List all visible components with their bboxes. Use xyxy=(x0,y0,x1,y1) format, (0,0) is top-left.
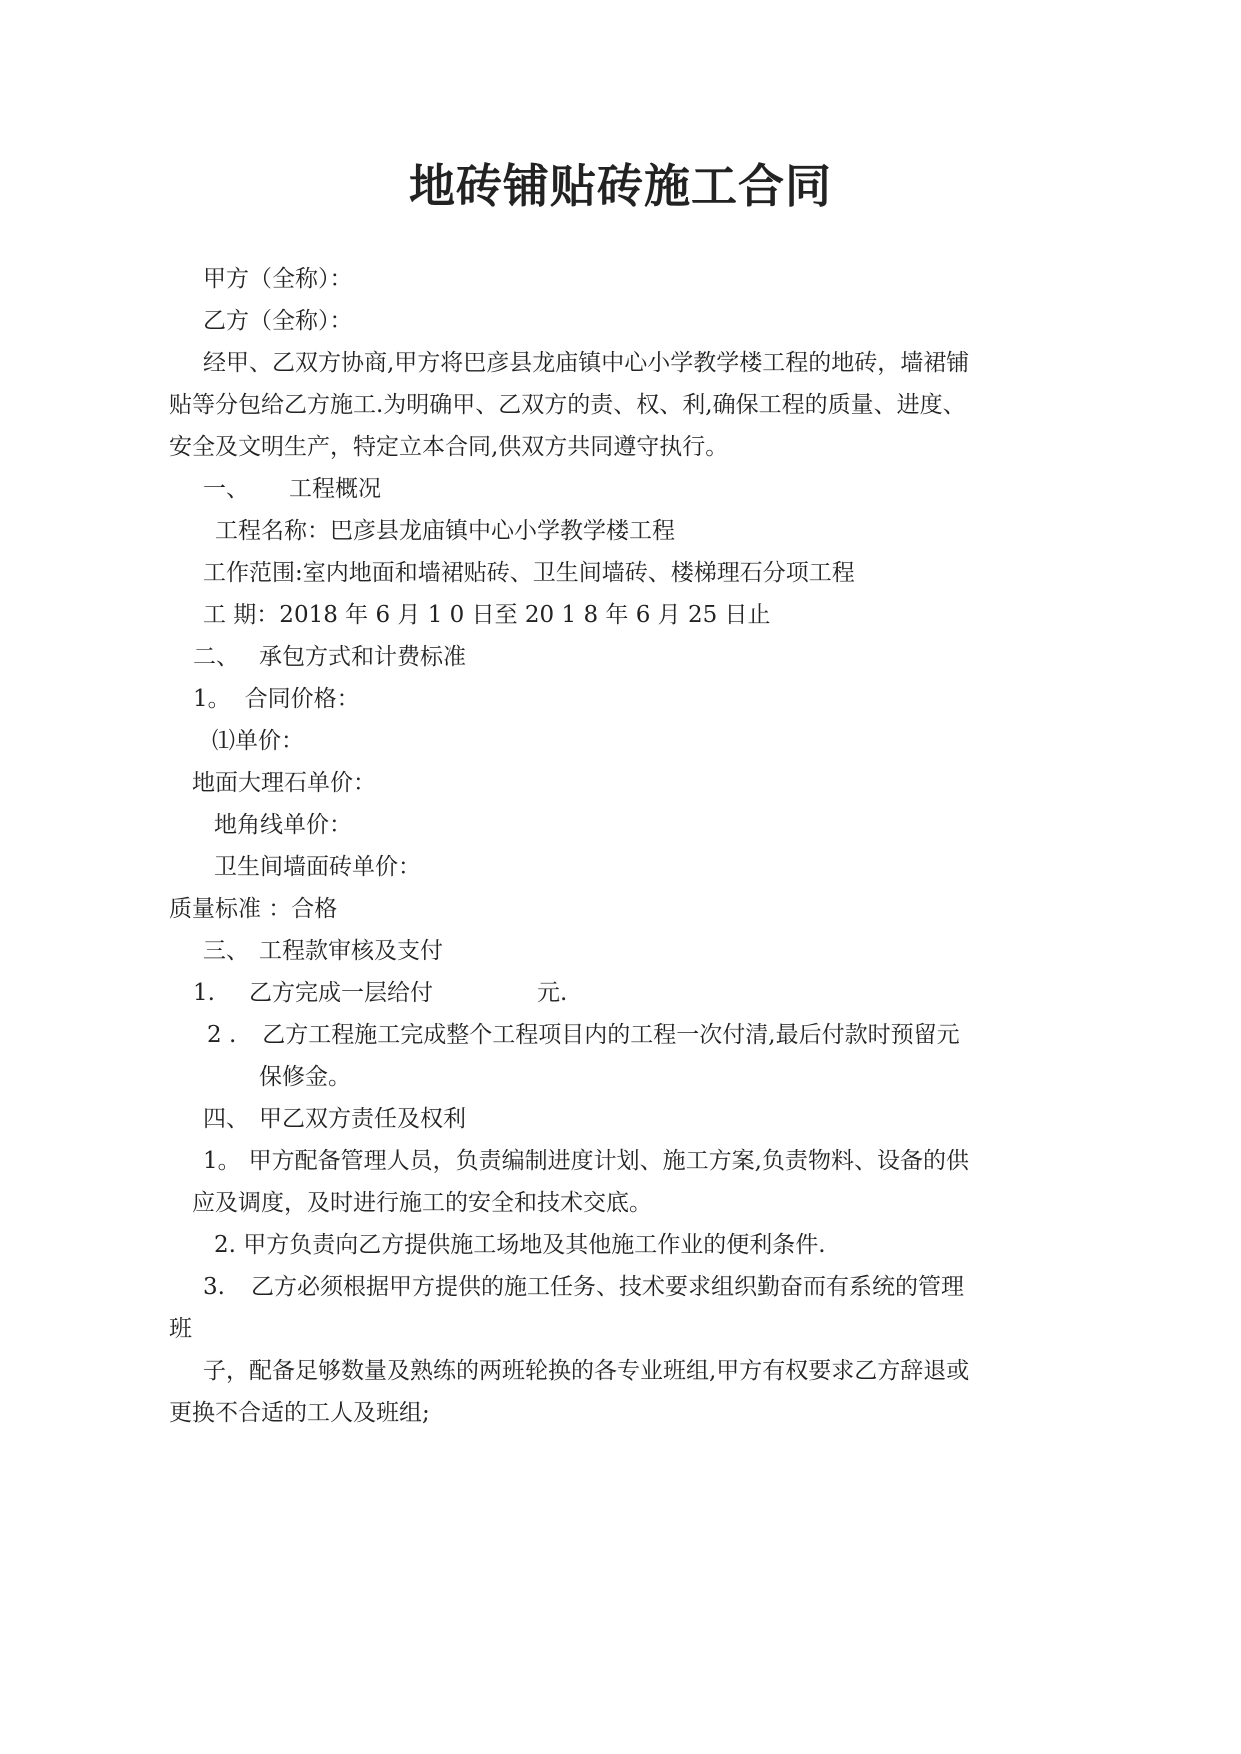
marble-price: 地面大理石单价： xyxy=(192,770,376,796)
section-2-number: 二、 xyxy=(193,644,239,670)
contract-price-number: 1。 xyxy=(193,686,231,712)
intro-line-3: 安全及文明生产，特定立本合同,供双方共同遵守执行。 xyxy=(169,434,729,460)
duty-item-3-continued-1: 班 xyxy=(169,1316,192,1342)
construction-period: 工 期：2018 年 6 月 1 0 日至 20 1 8 年 6 月 25 日止 xyxy=(203,602,771,628)
bathroom-tile-price: 卫生间墙面砖单价： xyxy=(214,854,421,880)
party-b-line: 乙方（全称）： xyxy=(203,308,353,334)
work-scope: 工作范围:室内地面和墙裙贴砖、卫生间墙砖、楼梯理石分项工程 xyxy=(203,560,855,586)
intro-line-1: 经甲、乙双方协商,甲方将巴彦县龙庙镇中心小学教学楼工程的地砖，墙裙铺 xyxy=(203,350,970,376)
quality-standard: 质量标准 ：合格 xyxy=(169,896,338,922)
payment-item-2 xyxy=(207,1020,960,1050)
section-1-number: 一、 xyxy=(203,476,249,502)
payment-item-2-continued: 保修金。 xyxy=(259,1064,351,1090)
duty-item-3-continued-3: 更换不合适的工人及班组; xyxy=(169,1400,430,1426)
payment-item-1-number: 1. xyxy=(193,980,215,1006)
section-2-heading xyxy=(193,642,466,672)
duty-item-3-text: 乙方必须根据甲方提供的施工任务、技术要求组织勤奋而有系统的管理 xyxy=(250,1274,964,1300)
duty-item-1-text: 甲方配备管理人员，负责编制进度计划、施工方案,负责物料、设备的供 xyxy=(248,1148,969,1174)
duty-item-3-continued-2: 子，配备足够数量及熟练的两班轮换的各专业班组,甲方有权要求乙方辞退或 xyxy=(203,1358,970,1384)
section-1-title: 工程概况 xyxy=(289,476,381,502)
duty-item-3-number: 3. xyxy=(203,1274,225,1300)
document-title: 地砖铺贴砖施工合同 xyxy=(409,159,832,213)
duty-item-1 xyxy=(203,1146,969,1176)
section-3-heading xyxy=(203,936,443,966)
section-4-heading xyxy=(203,1104,466,1134)
payment-item-2-number: 2 . xyxy=(207,1022,237,1048)
payment-item-2-text: 乙方工程施工完成整个工程项目内的工程一次付清,最后付款时预留元 xyxy=(262,1022,960,1048)
payment-item-1-text: 乙方完成一层给付 xyxy=(248,980,433,1006)
duty-item-1-continued: 应及调度，及时进行施工的安全和技术交底。 xyxy=(192,1190,652,1216)
duty-item-1-number: 1。 xyxy=(203,1148,241,1174)
section-4-number: 四、 xyxy=(203,1106,249,1132)
payment-item-1 xyxy=(193,978,567,1008)
unit-price-label: ⑴单价： xyxy=(212,728,304,754)
contract-price-label: 合同价格： xyxy=(244,686,360,712)
payment-item-1-unit: 元. xyxy=(536,980,568,1006)
section-3-number: 三、 xyxy=(203,938,249,964)
intro-line-2: 贴等分包给乙方施工.为明确甲、乙双方的责、权、利,确保工程的质量、进度、 xyxy=(169,392,966,418)
party-a-line: 甲方（全称）： xyxy=(203,266,353,292)
section-3-title: 工程款审核及支付 xyxy=(259,938,443,964)
section-1-heading xyxy=(203,474,381,504)
duty-item-3 xyxy=(203,1272,964,1302)
skirting-price: 地角线单价： xyxy=(214,812,352,838)
contract-price-item xyxy=(193,684,360,714)
project-name: 工程名称：巴彦县龙庙镇中心小学教学楼工程 xyxy=(215,518,675,544)
section-4-title: 甲乙双方责任及权利 xyxy=(259,1106,466,1132)
duty-item-2: 2. 甲方负责向乙方提供施工场地及其他施工作业的便利条件. xyxy=(214,1232,826,1258)
section-2-title: 承包方式和计费标准 xyxy=(259,644,466,670)
